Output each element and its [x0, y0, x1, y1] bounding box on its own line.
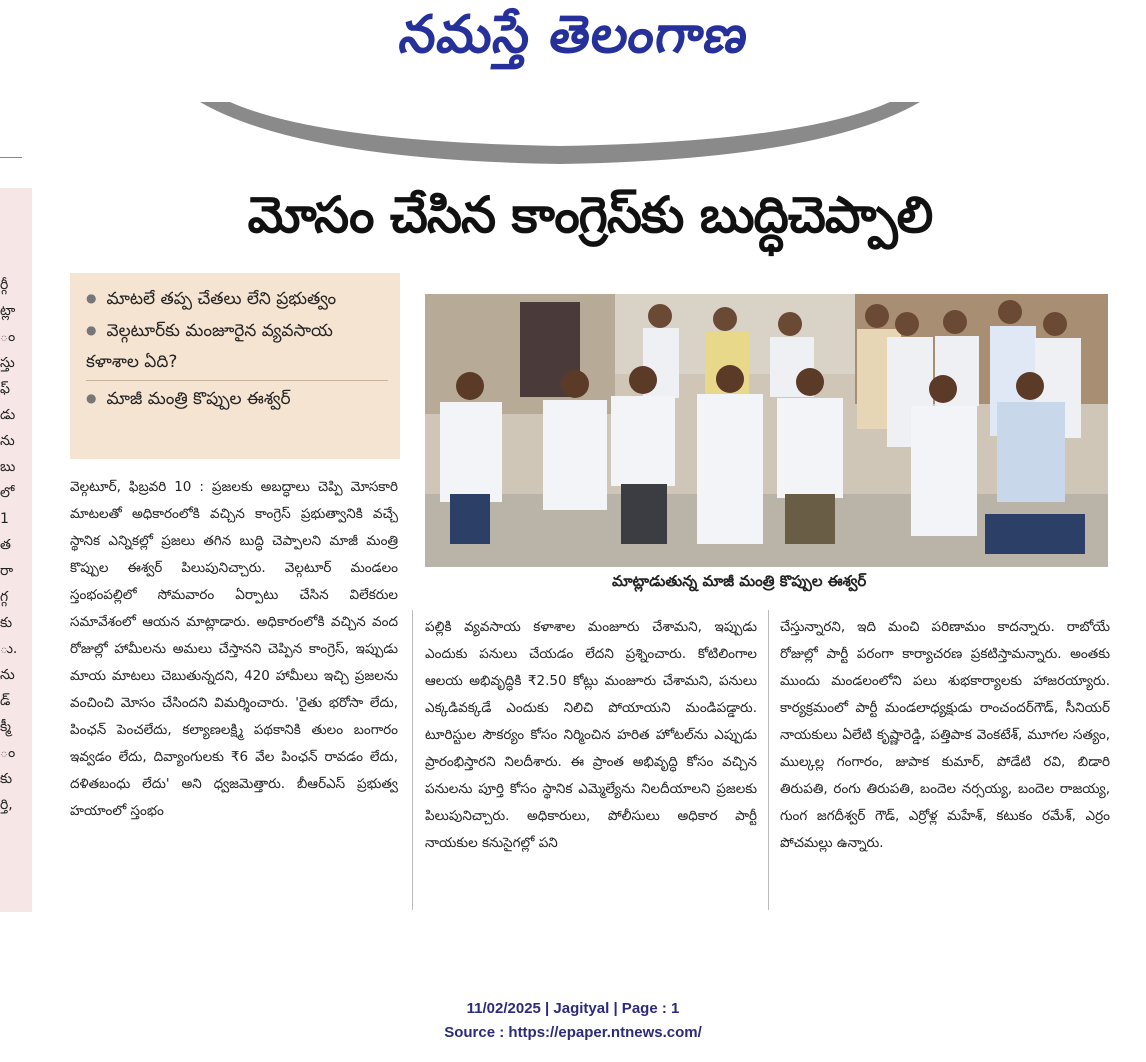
fragment-line: లో [0, 485, 15, 501]
fragment-line: త [0, 537, 11, 553]
highlight-item: ● మాజీ మంత్రి కొప్పుల ఈశ్వర్ [86, 389, 291, 409]
article-column-2: పల్లికి వ్యవసాయ కళాశాల మంజూరు చేశామని, ఇప్పుడు ఎందుకు పనులు చేయడం లేదని ప్రశ్నించారు. కోటిలింగాల ఆలయ అభివృద్ధికి ₹2.50 కోట్లు మంజూరు చేశామని, పనులు ఎక్కడివక్కడే ఎందుకు నిలిచి పోయాయని మండిపడ్డారు. టూరిస్టుల సౌకర్యం కోసం నిర్మించిన హరిత హోటల్‌ను ఎప్పుడు ప్రారంభిస్తారని నిలదీశారు. ఈ ప్రాంత అభివృద్ధి కోసం వచ్చిన పనులను పూర్తి కోసం స్థానిక ఎమ్మెల్యేను నిలదీయాలని ప్రజలకు పిలుపునిచ్చారు. అధికారులు, పోలీసులు అధికార పార్టీ నాయకుల కనుసైగల్లో పని [425, 619, 757, 851]
photo-caption: మాట్లాడుతున్న మాజీ మంత్రి కొప్పుల ఈశ్వర్ [606, 572, 872, 594]
fragment-line: స్తు [0, 355, 15, 371]
bullet-icon: ● [86, 291, 97, 305]
fragment-line: ర్తి, [0, 797, 13, 813]
masthead [0, 0, 1146, 80]
divider [86, 380, 388, 381]
bullet-icon: ● [86, 323, 97, 337]
bullet-icon: ● [86, 391, 97, 405]
fragment-line: ం [0, 745, 16, 761]
footer-source-line: Source : https://epaper.ntnews.com/ [444, 1024, 702, 1041]
fragment-line: కు [0, 771, 13, 787]
fragment-line: రా [0, 563, 14, 579]
article-column-3: చేస్తున్నారని, ఇది మంచి పరిణామం కాదన్నారు. రాబోయే రోజుల్లో పార్టీ పరంగా కార్యాచరణ ప్రకటిస్తామన్నారు. అంతకు ముందు మండలంలోని పలు శుభకార్యాలకు హాజరయ్యారు. కార్యక్రమంలో పార్టీ మండలాధ్యక్షుడు రాంచందర్‌గౌడ్, సీనియర్ నాయకులు ఏలేటి కృష్ణారెడ్డి, పత్తిపాక వెంకటేశ్, మూగల సత్యం, ముల్కల్ల గంగారం, జుపాక కుమార్, పోడేటి రవి, బిడారి తిరుపతి, రంగు తిరుపతి, బందెల నర్సయ్య, బందెల రాజయ్య, గుంగ జగదీశ్వర్ గౌడ్, ఎర్రోళ్ల మహేశ్, కటుకం రమేశ్, ఎర్రం పోచమల్లు ఉన్నారు. [780, 619, 1110, 851]
fragment-line: ు. [0, 641, 18, 657]
headline: మోసం చేసిన కాంగ్రెస్‌కు బుద్ధిచెప్పాలి [247, 186, 933, 244]
highlight-item: ● మాటలే తప్ప చేతలు లేని ప్రభుత్వం [86, 289, 337, 309]
fragment-line: బు [0, 459, 16, 475]
fragment-line: ఫ్ [0, 381, 10, 397]
footer-date-line: 11/02/2025 | Jagityal | Page : 1 [466, 1000, 680, 1017]
fragment-line: కు [0, 615, 13, 631]
highlights-box [70, 273, 400, 459]
fragment-line: 1 [0, 511, 9, 527]
group-photo [425, 294, 1108, 567]
fragment-line: ట్లా [0, 303, 16, 319]
fragment-line: ను [0, 667, 15, 683]
article-column-1: వెల్గటూర్, ఫిబ్రవరి 10 : ప్రజలకు అబద్ధాలు చెప్పి మోసకారి మాటలతో అధికారంలోకి వచ్చిన కాంగ్రెస్ ప్రభుత్వానికి వచ్చే స్థానిక ఎన్నికల్లో ప్రజలు తగిన బుద్ధి చెప్పాలని మాజీ మంత్రి కొప్పుల ఈశ్వర్ పిలుపునిచ్చారు. వెల్గటూర్ మండలం స్తంభంపల్లిలో సోమవారం ఏర్పాటు చేసిన విలేకరుల సమావేశంలో ఆయన మాట్లాడారు. అధికారంలోకి వచ్చిన వంద రోజుల్లో హామీలను అమలు చేస్తానని చెప్పిన కాంగ్రెస్, ఇప్పుడు మాయ మాటలు చెబుతున్నదని, 420 హామీలు ఇచ్చి ప్రజలను వంచించి మోసం చేసిందని విమర్శించారు. 'రైతు భరోసా లేదు, పింఛన్ పెంచలేదు, కల్యాణలక్ష్మి పథకానికి తులం బంగారం ఇవ్వడం లేదు, దివ్యాంగులకు ₹6 వేల పింఛన్ రావడం లేదు, దళితబంధు లేదు' అని ధ్వజమెత్తారు. బీఆర్‌ఎస్ ప్రభుత్వ హయాంలో స్తంభం [70, 479, 398, 819]
fragment-line: గ్గ [0, 589, 9, 605]
adjacent-article-fragment [0, 272, 30, 818]
masthead-arc-decoration [200, 102, 920, 172]
fragment-line: ర్గీ [0, 277, 9, 293]
fragment-line: ం [0, 329, 16, 345]
fragment-line: డు [0, 407, 16, 423]
column-divider [768, 610, 769, 910]
newspaper-logo: నమస్తే తెలంగాణ [395, 4, 753, 65]
column-divider [412, 610, 413, 910]
fragment-line: డ్ [0, 693, 11, 709]
left-rule [0, 157, 22, 158]
fragment-line: ను [0, 433, 15, 449]
fragment-line: క్మీ [0, 719, 11, 735]
highlight-item: ● వెల్గటూర్‌కు మంజూరైన వ్యవసాయ కళాశాల ఏది? [86, 321, 333, 372]
